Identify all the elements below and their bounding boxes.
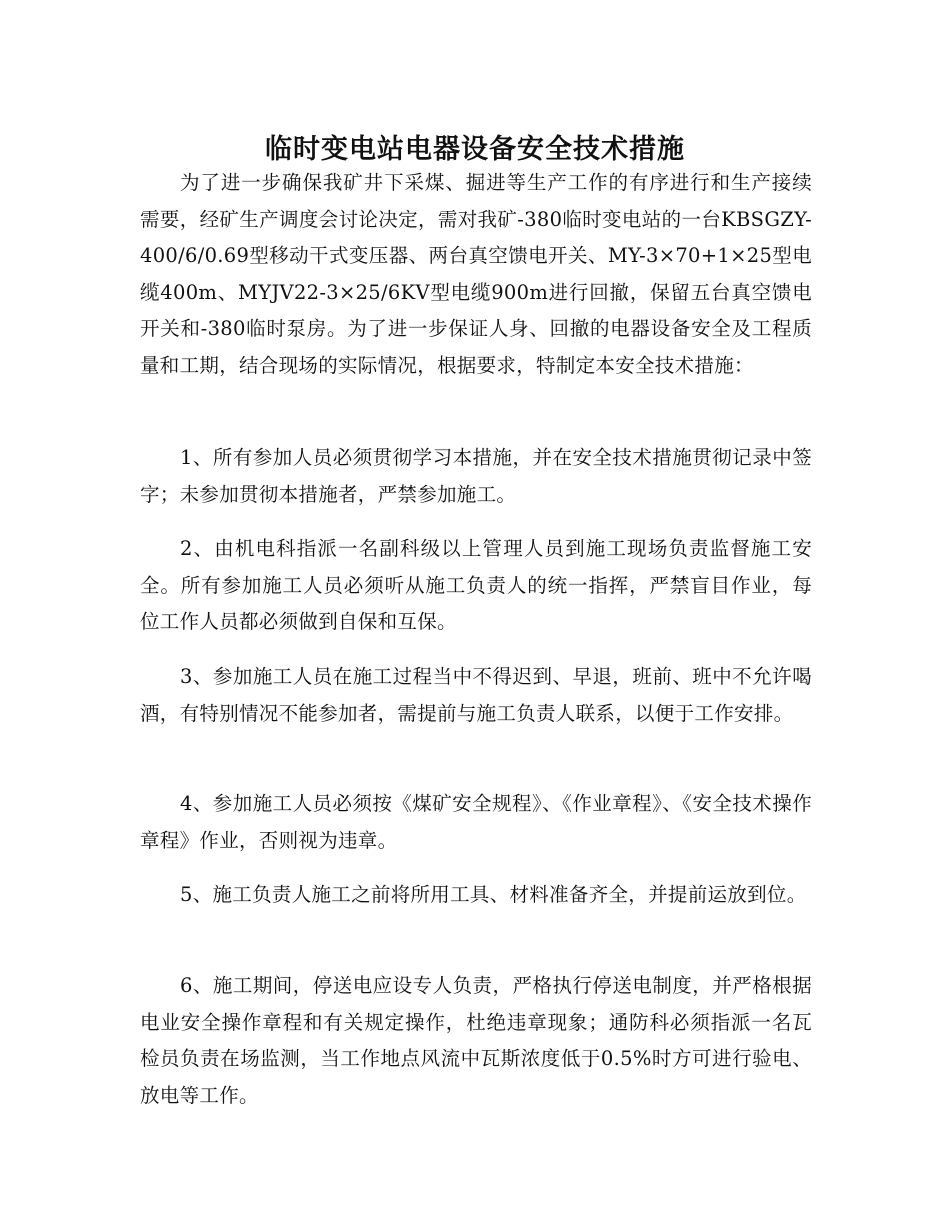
- intro-paragraph: 为了进一步确保我矿井下采煤、掘进等生产工作的有序进行和生产接续需要，经矿生产调度会讨论决定，需对我矿-380临时变电站的一台KBSGZY-400/6/0.69型移动干式变压器、两台真空馈电开关、MY-3×70+1×25型电缆400m、MYJV22-3×25/6KV型电缆900m进行回撤，保留五台真空馈电开关和-380临时泵房。为了进一步保证人身、回撤的电器设备安全及工程质量和工期，结合现场的实际情况，根据要求，特制定本安全技术措施：: [140, 171, 812, 377]
- measure-item-4: 4、参加施工人员必须按《煤矿安全规程》、《作业章程》、《安全技术操作章程》作业，否则视为违章。: [140, 792, 812, 852]
- document-title: 临时变电站电器设备安全技术措施: [265, 134, 685, 166]
- measure-item-5: 5、施工负责人施工之前将所用工具、材料准备齐全，并提前运放到位。: [180, 883, 807, 906]
- measure-item-6: 6、施工期间，停送电应设专人负责，严格执行停送电制度，并严格根据电业安全操作章程和有关规定操作，杜绝违章现象；通防科必须指派一名瓦检员负责在场监测，当工作地点风流中瓦斯浓度低于0.5%时方可进行验电、放电等工作。: [140, 974, 812, 1107]
- measure-item-1: 1、所有参加人员必须贯彻学习本措施，并在安全技术措施贯彻记录中签字；未参加贯彻本措施者，严禁参加施工。: [140, 446, 812, 506]
- measure-item-3: 3、参加施工人员在施工过程当中不得迟到、早退，班前、班中不允许喝酒，有特别情况不能参加者，需提前与施工负责人联系，以便于工作安排。: [140, 665, 812, 725]
- measure-item-2: 2、由机电科指派一名副科级以上管理人员到施工现场负责监督施工安全。所有参加施工人员必须听从施工负责人的统一指挥，严禁盲目作业，每位工作人员都必须做到自保和互保。: [140, 537, 812, 633]
